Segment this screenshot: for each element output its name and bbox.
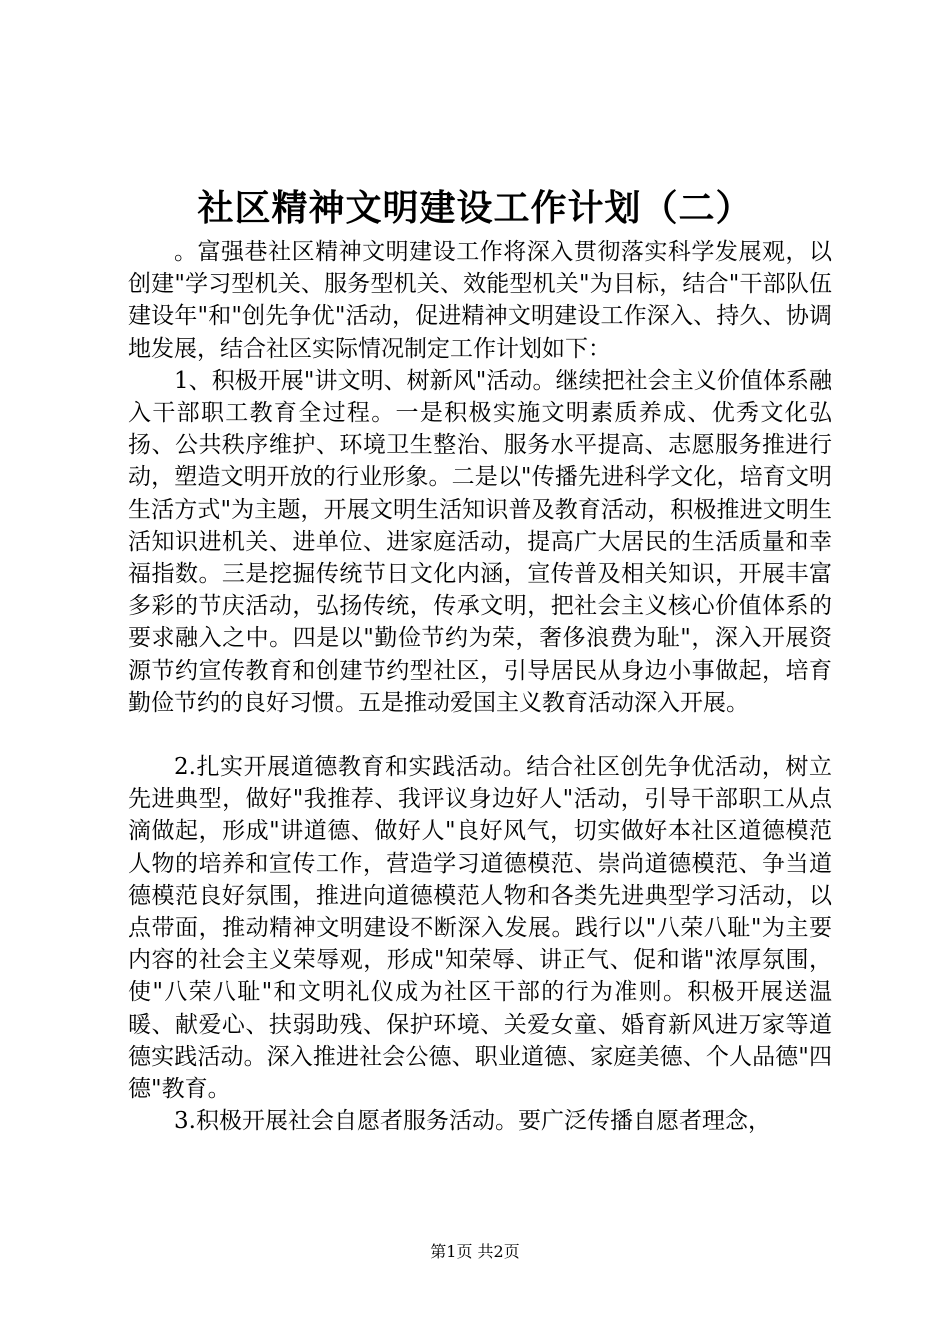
section-2-paragraph: 2.扎实开展道德教育和实践活动。结合社区创先争优活动，树立先进典型，做好"我推荐、我评议身边好人"活动，引导干部职工从点滴做起，形成"讲道德、做好人"良好风气，切实做好本社区道德模范人物的培养和宣传工作，营造学习道德模范、崇尚道德模范、争当道德模范良好氛围，推进向道德模范人物和各类先进典型学习活动，以点带面，推动精神文明建设不断深入发展。践行以"八荣八耻"为主要内容的社会主义荣辱观，形成"知荣辱、讲正气、促和谐"浓厚氛围，使"八荣八耻"和文明礼仪成为社区干部的行为准则。积极开展送温暖、献爱心、扶弱助残、保护环境、关爱女童、婚育新风进万家等道德实践活动。深入推进社会公德、职业道德、家庭美德、个人品德"四德"教育。: [128, 754, 832, 1103]
intro-paragraph: 。富强巷社区精神文明建设工作将深入贯彻落实科学发展观，以创建"学习型机关、服务型机关、效能型机关"为目标，结合"干部队伍建设年"和"创先争优"活动，促进精神文明建设工作深入、持久、协调地发展，结合社区实际情况制定工作计划如下：: [128, 239, 832, 362]
document-title: 社区精神文明建设工作计划（二）: [197, 187, 753, 229]
section-1-paragraph: 1、积极开展"讲文明、树新风"活动。继续把社会主义价值体系融入干部职工教育全过程。一是积极实施文明素质养成、优秀文化弘扬、公共秩序维护、环境卫生整治、服务水平提高、志愿服务推进行动，塑造文明开放的行业形象。二是以"传播先进科学文化，培育文明生活方式"为主题，开展文明生活知识普及教育活动，积极推进文明生活知识进机关、进单位、进家庭活动，提高广大居民的生活质量和幸福指数。三是挖掘传统节日文化内涵，宣传普及相关知识，开展丰富多彩的节庆活动，弘扬传统，传承文明，把社会主义核心价值体系的要求融入之中。四是以"勤俭节约为荣，奢侈浪费为耻"，深入开展资源节约宣传教育和创建节约型社区，引导居民从身边小事做起，培育勤俭节约的良好习惯。五是推动爱国主义教育活动深入开展。: [128, 367, 832, 716]
document-body: [128, 236, 832, 1137]
section-3-paragraph: 3.积极开展社会自愿者服务活动。要广泛传播自愿者理念，: [174, 1108, 771, 1135]
page-number-footer: 第1页 共2页: [430, 1242, 520, 1261]
